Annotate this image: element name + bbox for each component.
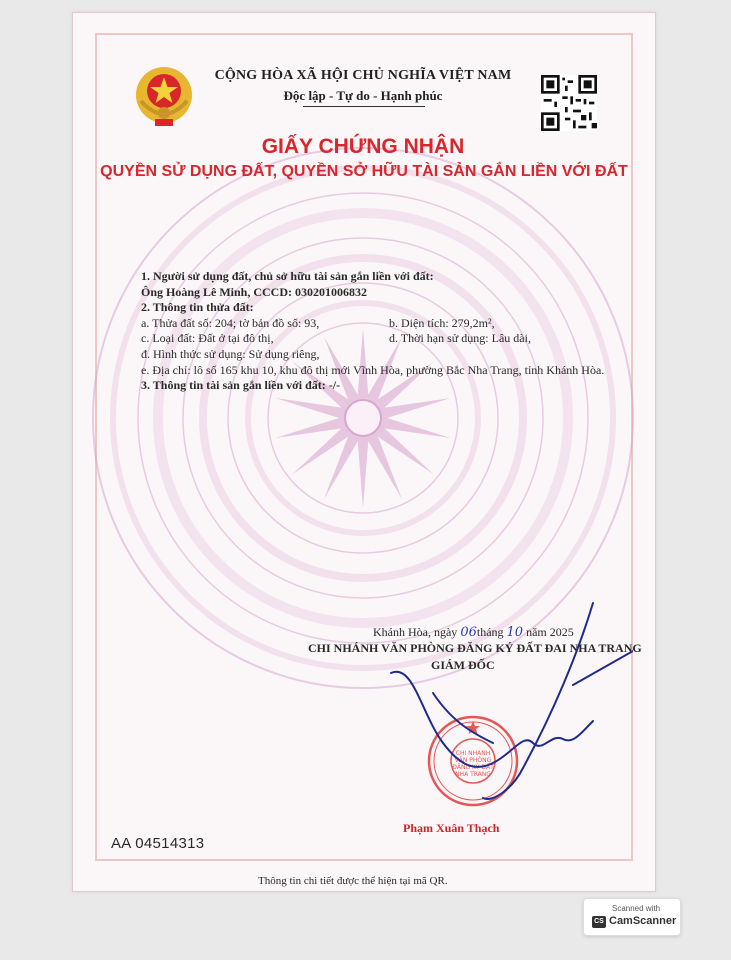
camscanner-name: CamScanner (609, 915, 677, 927)
section-2-heading: 2. Thông tin thửa đất: (141, 300, 254, 315)
svg-text:ĐĂNG KÝ ĐẤT: ĐĂNG KÝ ĐẤT (452, 764, 494, 771)
certificate-body (141, 269, 611, 394)
national-motto: Độc lập - Tự do - Hạnh phúc (283, 88, 443, 103)
land-type-row (141, 331, 611, 347)
camscanner-badge (583, 898, 681, 936)
svg-text:CHI NHÁNH: CHI NHÁNH (455, 750, 491, 757)
usage-term: d. Thời hạn sử dụng: Lâu dài, (389, 331, 531, 346)
owner-info: Ông Hoàng Lê Minh, CCCD: 030201006832 (141, 284, 368, 299)
svg-text:VĂN PHÒNG: VĂN PHÒNG (454, 757, 492, 764)
issuing-office: CHI NHÁNH VĂN PHÒNG ĐĂNG KÝ ĐẤT ĐAI NHA TRANG (308, 641, 642, 655)
document-subtitle: QUYỀN SỬ DỤNG ĐẤT, QUYỀN SỞ HỮU TÀI SẢN GẮN LIỀN VỚI ĐẤT (100, 163, 628, 180)
parcel-area: b. Diện tích: 279,2m², (389, 315, 495, 330)
national-emblem-icon (133, 61, 195, 133)
parcel-address: e. Địa chỉ: lô số 165 khu 10, khu đô thị mới Vĩnh Hòa, phường Bắc Nha Trang, tỉnh Khánh Hòa. (141, 362, 605, 377)
date-place: Khánh Hòa, ngày (373, 625, 461, 639)
certificate-sheet (72, 12, 656, 892)
scanned-with-label: Scanned with (612, 904, 661, 913)
section-1-heading: 1. Người sử dụng đất, chủ sở hữu tài sản gắn liền với đất: (141, 269, 434, 283)
date-day: 06 (460, 625, 477, 640)
section-3-heading: 3. Thông tin tài sản gắn liền với đất: -/- (141, 378, 341, 393)
svg-text:NHA TRANG: NHA TRANG (455, 771, 491, 778)
signer-position: GIÁM ĐỐC (431, 658, 495, 672)
qr-note: Thông tin chi tiết được thể hiện tại mã QR. (258, 875, 448, 887)
motto-underline (303, 106, 425, 107)
signature-mark (373, 593, 633, 823)
date-month: 10 (506, 625, 524, 640)
parcel-row (141, 316, 611, 332)
signer-name: Phạm Xuân Thạch (403, 821, 500, 835)
document-title: GIẤY CHỨNG NHẬN (261, 135, 465, 158)
serial-number: AA 04514313 (111, 835, 205, 852)
parcel-number: a. Thửa đất số: 204; tờ bản đồ số: 93, (141, 315, 320, 330)
camscanner-logo-icon: CS (592, 916, 606, 928)
date-year: năm 2025 (523, 625, 574, 639)
date-month-label: tháng (476, 625, 507, 639)
country-name: CỘNG HÒA XÃ HỘI CHỦ NGHĨA VIỆT NAM (214, 68, 512, 83)
qr-code-icon[interactable] (541, 75, 597, 131)
usage-form: đ. Hình thức sử dụng: Sử dụng riêng, (141, 346, 320, 361)
land-type: c. Loại đất: Đất ở tại đô thị, (141, 331, 274, 346)
